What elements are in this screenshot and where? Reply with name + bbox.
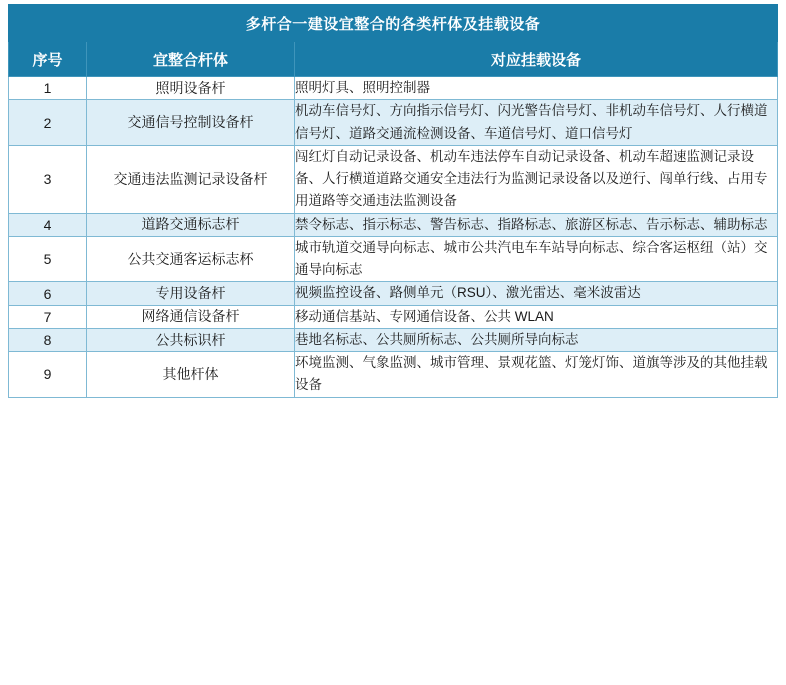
table-row <box>9 328 778 351</box>
row-device-list: 闯红灯自动记录设备、机动车违法停车自动记录设备、机动车超速监测记录设备、人行横道道路交通安全违法行为监测记录设备以及逆行、闯单行线、占用专用道路等交通违法监测设备 <box>295 145 778 213</box>
pole-integration-table <box>8 4 778 398</box>
row-device-list: 移动通信基站、专网通信设备、公共 WLAN <box>295 305 778 328</box>
table-row <box>9 305 778 328</box>
column-header-pole: 宜整合杆体 <box>87 42 295 77</box>
row-device-list: 禁令标志、指示标志、警告标志、指路标志、旅游区标志、告示标志、辅助标志 <box>295 213 778 236</box>
row-number: 5 <box>9 236 87 282</box>
row-device-list: 巷地名标志、公共厕所标志、公共厕所导向标志 <box>295 328 778 351</box>
row-device-list: 机动车信号灯、方向指示信号灯、闪光警告信号灯、非机动车信号灯、人行横道信号灯、道路交通流检测设备、车道信号灯、道口信号灯 <box>295 100 778 146</box>
row-number: 1 <box>9 77 87 100</box>
row-pole-type: 专用设备杆 <box>87 282 295 305</box>
row-number: 7 <box>9 305 87 328</box>
table-row <box>9 145 778 213</box>
row-device-list: 视频监控设备、路侧单元（RSU）、激光雷达、毫米波雷达 <box>295 282 778 305</box>
table-title-row <box>9 5 778 42</box>
row-number: 4 <box>9 213 87 236</box>
row-pole-type: 其他杆体 <box>87 352 295 398</box>
table-row <box>9 100 778 146</box>
row-device-list: 环境监测、气象监测、城市管理、景观花篮、灯笼灯饰、道旗等涉及的其他挂载设备 <box>295 352 778 398</box>
row-number: 2 <box>9 100 87 146</box>
table-row <box>9 236 778 282</box>
row-number: 6 <box>9 282 87 305</box>
row-number: 8 <box>9 328 87 351</box>
table-title: 多杆合一建设宜整合的各类杆体及挂载设备 <box>9 5 778 42</box>
row-pole-type: 照明设备杆 <box>87 77 295 100</box>
table-container <box>8 4 778 398</box>
table-row <box>9 213 778 236</box>
column-header-device: 对应挂载设备 <box>295 42 778 77</box>
table-row <box>9 352 778 398</box>
row-pole-type: 道路交通标志杆 <box>87 213 295 236</box>
row-device-list: 城市轨道交通导向标志、城市公共汽电车车站导向标志、综合客运枢纽（站）交通导向标志 <box>295 236 778 282</box>
row-number: 9 <box>9 352 87 398</box>
row-device-list: 照明灯具、照明控制器 <box>295 77 778 100</box>
row-number: 3 <box>9 145 87 213</box>
table-row <box>9 282 778 305</box>
row-pole-type: 公共标识杆 <box>87 328 295 351</box>
row-pole-type: 网络通信设备杆 <box>87 305 295 328</box>
column-header-no: 序号 <box>9 42 87 77</box>
table-row <box>9 77 778 100</box>
table-header-row <box>9 42 778 77</box>
row-pole-type: 交通违法监测记录设备杆 <box>87 145 295 213</box>
row-pole-type: 交通信号控制设备杆 <box>87 100 295 146</box>
row-pole-type: 公共交通客运标志杯 <box>87 236 295 282</box>
